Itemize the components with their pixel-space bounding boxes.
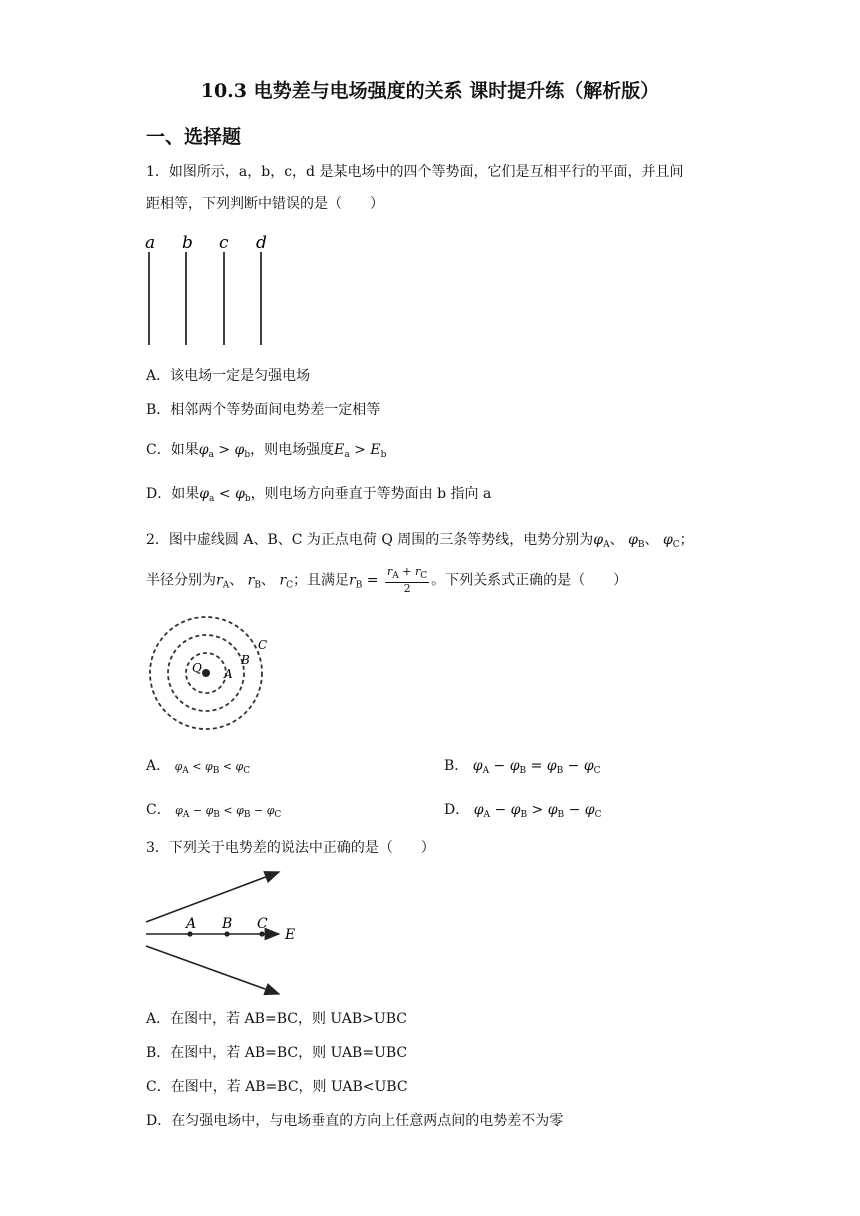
label-c: C: [258, 638, 268, 652]
q2-concentric-circles-figure: [148, 616, 268, 734]
q3-field-lines-figure: [146, 864, 316, 998]
q3-option-b: B．在图中，若 AB=BC，则 UAB=UBC: [146, 1045, 408, 1061]
q2-option-c: C． $\varphi_A - \varphi_B < \varphi_B - \varphi_C$: [146, 802, 282, 820]
label-a: a: [145, 233, 156, 253]
label-b: B: [241, 653, 250, 667]
label-a: A: [186, 916, 197, 932]
q3-option-c: C．在图中，若 AB=BC，则 UAB<UBC: [146, 1079, 408, 1095]
label-a: A: [224, 667, 233, 681]
q2-option-b: B． $\varphi_A - \varphi_B = \varphi_B - \varphi_C$: [444, 758, 601, 776]
page-title: 10.3 电势差与电场强度的关系 课时提升练（解析版）: [200, 80, 660, 102]
q2-option-d: D． $\varphi_A - \varphi_B > \varphi_B - \varphi_C$: [444, 802, 602, 820]
charge-q: [202, 669, 210, 677]
q3-option-d: D．在匀强电场中，与电场垂直的方向上任意两点间的电势差不为零: [146, 1113, 564, 1129]
label-b: B: [222, 916, 233, 932]
q1-option-a: A．该电场一定是匀强电场: [146, 368, 311, 384]
q1-equipotential-figure: [140, 230, 280, 350]
label-c: c: [219, 233, 229, 253]
q2-stem-line1: 2．图中虚线圆 A、B、C 为正点电荷 Q 周围的三条等势线，电势分别为$\varphi_A$、 $\varphi_B$、 $\varphi_C$；: [146, 532, 694, 550]
q1-option-b: B．相邻两个等势面间电势差一定相等: [146, 402, 381, 418]
q1-stem-line2: 距相等，下列判断中错误的是（ ）: [146, 196, 384, 212]
label-e: E: [285, 927, 296, 943]
field-line-lower: [146, 946, 279, 994]
q1-stem-line1: 1．如图所示，a，b，c，d 是某电场中的四个等势面，它们是互相平行的平面，并且间: [146, 164, 684, 180]
q2-option-a: A． $\varphi_A < \varphi_B < \varphi_C$: [146, 758, 251, 776]
label-b: b: [182, 233, 193, 253]
q1-option-c: C．如果$\varphi_a > \varphi_b$，则电场强度$E_a > E_b$: [146, 442, 387, 460]
section-heading: 一、选择题: [146, 126, 242, 148]
q3-option-a: A．在图中，若 AB=BC，则 UAB>UBC: [146, 1011, 407, 1027]
label-d: d: [256, 233, 267, 253]
field-line-upper: [146, 872, 279, 922]
label-q: Q: [192, 661, 202, 675]
q3-stem: 3．下列关于电势差的说法中正确的是（ ）: [146, 840, 435, 856]
point-c: [259, 931, 264, 936]
q2-stem-line2: 半径分别为$r_A$、 $r_B$、 $r_C$；且满足$r_B$ = $\frac{r_A + r_C}{2}$ 。下列关系式正确的是（ ）: [146, 565, 628, 595]
point-b: [224, 931, 229, 936]
label-c: C: [257, 916, 268, 932]
q1-option-d: D．如果$\varphi_a < \varphi_b$，则电场方向垂直于等势面由 b 指向 a: [146, 486, 492, 504]
point-a: [187, 931, 192, 936]
